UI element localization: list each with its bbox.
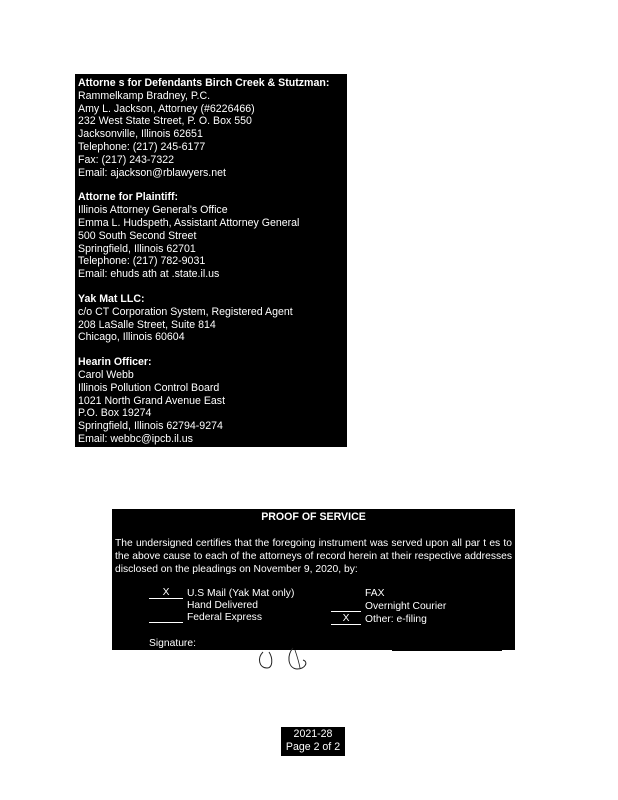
- hearing-officer-line: Carol Webb: [78, 368, 134, 381]
- defendants-line: Fax: (217) 243-7322: [78, 153, 174, 166]
- plaintiff-email: Email: ehuds ath at .state.il.us: [78, 268, 220, 281]
- defendants-line: Amy L. Jackson, Attorney (#6226466): [78, 102, 255, 115]
- defendants-line: Jacksonville, Illinois 62651: [78, 128, 203, 141]
- plaintiff-attorney-block: [78, 191, 347, 281]
- option-label: U.S Mail (Yak Mat only): [187, 588, 295, 599]
- yakmat-heading: Yak Mat LLC:: [78, 292, 145, 305]
- yakmat-line: c/o CT Corporation System, Registered Agent: [78, 305, 293, 318]
- defendants-line: Telephone: (217) 245-6177: [78, 140, 206, 153]
- page-footer: [281, 727, 345, 756]
- handwritten-signature: [253, 638, 313, 672]
- checkmark: [331, 587, 361, 599]
- plaintiff-line: Illinois Attorney General's Office: [78, 204, 228, 217]
- defendants-heading: Attorne s for Defendants Birch Creek & Stutzman:: [78, 77, 330, 89]
- hearing-officer-email: Email: webbc@ipcb.il.us: [78, 432, 193, 445]
- yakmat-line: Chicago, Illinois 60604: [78, 331, 185, 344]
- plaintiff-line: Springfield, Illinois 62701: [78, 242, 196, 255]
- service-option-overnight-courier: [331, 599, 446, 612]
- proof-of-service: [112, 509, 515, 650]
- option-label: Overnight Courier: [365, 601, 447, 612]
- defendants-line: Rammelkamp Bradney, P.C.: [78, 89, 211, 102]
- signature-label: Signature:: [149, 638, 196, 649]
- hearing-officer-line: 1021 North Grand Avenue East: [78, 394, 226, 407]
- plaintiff-line: Emma L. Hudspeth, Assistant Attorney General: [78, 216, 300, 229]
- option-label: Other: e-filing: [365, 614, 427, 625]
- plaintiff-line: 500 South Second Street: [78, 229, 197, 242]
- defendants-line: 232 West State Street, P. O. Box 550: [78, 115, 252, 128]
- page-number: Page 2 of 2: [285, 741, 341, 753]
- checkmark: X: [149, 587, 183, 599]
- hearing-officer-heading: Hearin Officer:: [78, 356, 152, 369]
- proof-statement: The undersigned certifies that the foregoing instrument was served upon all par t es to the above cause to each of the attorneys of record herein at their respective addresses disclosed on the pleadings on November 9, 2020, by:: [115, 538, 512, 575]
- hearing-officer-line: Springfield, Illinois 62794-9274: [78, 420, 223, 433]
- service-option-fax: [331, 586, 384, 599]
- option-label: FAX: [365, 588, 385, 599]
- service-option-federal-express: [149, 610, 262, 623]
- plaintiff-line: Telephone: (217) 782-9031: [78, 255, 206, 268]
- defendants-email: Email: ajackson@rblawyers.net: [78, 166, 226, 179]
- service-option-other-efiling: [331, 612, 427, 625]
- option-label: Federal Express: [187, 612, 262, 623]
- yakmat-line: 208 LaSalle Street, Suite 814: [78, 318, 216, 331]
- hearing-officer-block: [78, 356, 347, 446]
- plaintiff-heading: Attorne for Plaintiff:: [78, 191, 179, 204]
- yakmat-block: [78, 293, 347, 344]
- checkmark: X: [331, 613, 361, 625]
- defendants-attorney-block: [78, 77, 347, 179]
- service-list: [75, 74, 347, 447]
- hearing-officer-line: Illinois Pollution Control Board: [78, 381, 220, 394]
- hearing-officer-line: P.O. Box 19274: [78, 407, 152, 420]
- checkmark: [331, 600, 361, 612]
- option-label: Hand Delivered: [187, 600, 258, 611]
- proof-title: PROOF OF SERVICE: [261, 511, 366, 523]
- signature-line: [392, 650, 502, 651]
- docket-number: 2021-28: [293, 728, 333, 740]
- checkmark: [149, 611, 183, 623]
